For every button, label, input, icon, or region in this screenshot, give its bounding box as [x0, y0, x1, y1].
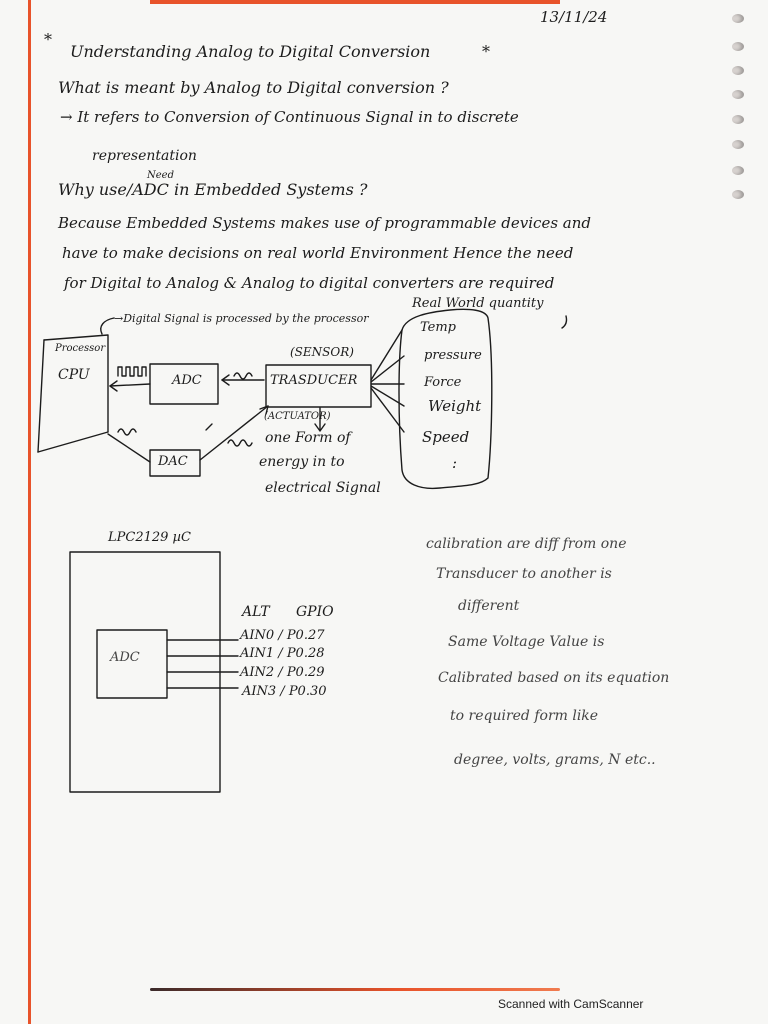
alt-header: ALT: [242, 604, 270, 620]
note-energy-line3: electrical Signal: [265, 480, 381, 496]
calibration-line6: to required form like: [450, 708, 599, 724]
calibration-line3: different: [458, 598, 520, 614]
cpu-label: CPU: [58, 367, 90, 383]
answer1-line1: → It refers to Conversion of Continuous Signal in to discrete: [60, 108, 519, 126]
question2-insert: Need: [147, 170, 174, 181]
quantity-temp: Temp: [420, 320, 457, 335]
page-bottom-edge: [150, 988, 560, 991]
quantity-pressure: pressure: [424, 348, 482, 363]
quantity-weight: Weight: [428, 397, 482, 415]
calibration-line2: Transducer to another is: [436, 566, 612, 582]
transducer-label: TRASDUCER: [270, 373, 358, 388]
pin-ain3: AIN3 / P0.30: [242, 684, 327, 699]
cpu-box-bottom: [38, 432, 108, 452]
question-why-adc: Why use/ADC in Embedded Systems ?: [58, 180, 368, 199]
answer2-line3: for Digital to Analog & Analog to digital converters are required: [64, 274, 555, 292]
calibration-line7: degree, volts, grams, N etc..: [454, 752, 656, 768]
lpc2129-label: LPC2129 µC: [108, 530, 191, 545]
date: 13/11/24: [540, 8, 608, 26]
title-star-right: *: [482, 42, 490, 61]
calibration-line1: calibration are diff from one: [426, 536, 627, 552]
actuator-label: (ACTUATOR): [264, 411, 331, 422]
answer2-line1: Because Embedded Systems makes use of programmable devices and: [58, 214, 591, 232]
calibration-line5: Calibrated based on its equation: [438, 670, 670, 686]
note-energy-line1: one Form of: [265, 430, 351, 446]
title-star-left: *: [44, 30, 52, 49]
pin-ain1: AIN1 / P0.28: [240, 646, 325, 661]
calibration-line4: Same Voltage Value is: [448, 634, 605, 650]
digital-signal-note: →Digital Signal is processed by the processor: [114, 312, 369, 325]
page-title: Understanding Analog to Digital Conversion: [70, 42, 431, 61]
note-energy-line2: energy in to: [259, 454, 345, 470]
adc-label: ADC: [172, 373, 202, 388]
cpu-box-left: [38, 340, 44, 452]
question-what-is-adc: What is meant by Analog to Digital conversion ?: [58, 78, 449, 97]
answer2-line2: have to make decisions on real world Environment Hence the need: [62, 244, 574, 262]
quantity-more: :: [452, 454, 458, 472]
dac-label: DAC: [158, 454, 188, 469]
gpio-header: GPIO: [296, 604, 334, 620]
pin-ain2: AIN2 / P0.29: [240, 665, 325, 680]
processor-label: Processor: [55, 343, 106, 354]
answer1-line2: representation: [92, 148, 197, 164]
quantity-speed: Speed: [422, 428, 470, 446]
pin-ain0: AIN0 / P0.27: [240, 628, 325, 643]
real-world-quantity-label: Real World quantity: [412, 296, 544, 311]
sensor-label: (SENSOR): [290, 345, 354, 359]
quantity-force: Force: [424, 375, 462, 390]
scanner-watermark: Scanned with CamScanner: [498, 997, 644, 1011]
chip-adc-label: ADC: [110, 650, 140, 665]
